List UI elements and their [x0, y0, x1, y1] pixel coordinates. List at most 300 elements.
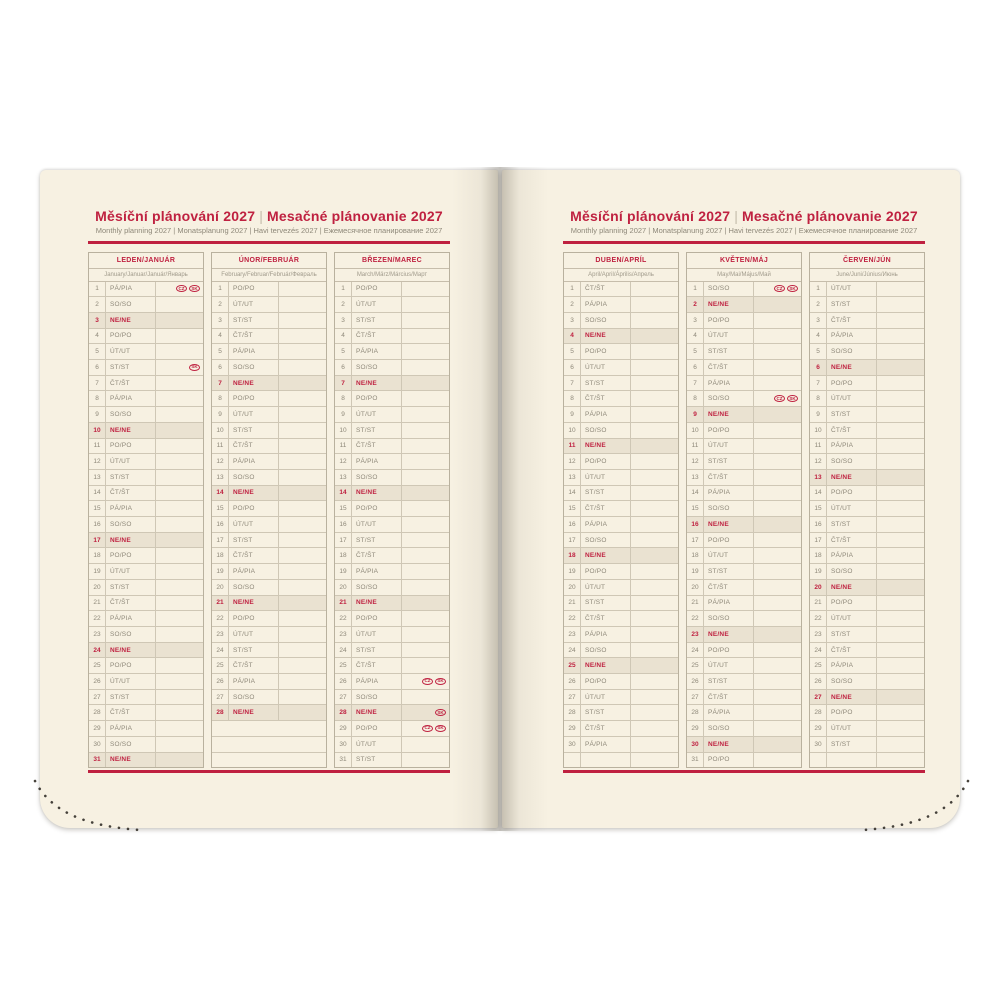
month-languages: February/Februar/Február/Февраль — [212, 269, 326, 282]
day-number: 1 — [212, 282, 229, 297]
day-number: 19 — [89, 564, 106, 579]
day-abbr: PO/PO — [106, 658, 156, 673]
day-number: 16 — [212, 517, 229, 532]
day-number: 30 — [335, 737, 352, 752]
notes-cell — [279, 643, 326, 658]
day-number: 19 — [212, 564, 229, 579]
day-number: 4 — [212, 329, 229, 344]
calendar-row — [687, 360, 801, 376]
notes-cell — [402, 501, 449, 516]
day-abbr: PÁ/PIA — [106, 391, 156, 406]
day-number: 7 — [687, 376, 704, 391]
calendar-row — [687, 658, 801, 674]
day-number: 8 — [810, 391, 827, 406]
day-abbr: PO/PO — [581, 344, 631, 359]
calendar-row — [564, 690, 678, 706]
month-languages: January/Januar/Január/Январь — [89, 269, 203, 282]
month-column — [211, 252, 327, 769]
notes-cell — [402, 737, 449, 752]
day-abbr: ČT/ŠT — [704, 690, 754, 705]
day-number: 17 — [564, 533, 581, 548]
day-abbr: PÁ/PIA — [106, 501, 156, 516]
notes-cell — [279, 690, 326, 705]
day-number: 9 — [335, 407, 352, 422]
day-abbr: NE/NE — [704, 407, 754, 422]
calendar-row — [89, 360, 203, 376]
day-number: 23 — [564, 627, 581, 642]
calendar-row — [687, 501, 801, 517]
calendar-row — [212, 690, 326, 706]
day-number: 7 — [810, 376, 827, 391]
day-abbr: PO/PO — [352, 721, 402, 736]
calendar-row — [335, 439, 449, 455]
empty-day-cell — [827, 753, 877, 768]
notes-cell — [754, 705, 801, 720]
day-number: 15 — [335, 501, 352, 516]
day-abbr: ÚT/UT — [352, 407, 402, 422]
day-number: 15 — [810, 501, 827, 516]
notes-cell — [156, 360, 203, 375]
day-number: 5 — [212, 344, 229, 359]
day-abbr: ÚT/UT — [827, 501, 877, 516]
day-number: 21 — [335, 596, 352, 611]
notes-cell — [754, 737, 801, 752]
notes-cell — [754, 360, 801, 375]
calendar-row — [810, 360, 924, 376]
notes-cell — [754, 313, 801, 328]
day-abbr: ST/ST — [704, 564, 754, 579]
day-abbr: PO/PO — [704, 533, 754, 548]
day-number: 6 — [212, 360, 229, 375]
calendar-row — [810, 674, 924, 690]
notes-cell — [631, 721, 678, 736]
day-number: 21 — [564, 596, 581, 611]
day-number: 25 — [564, 658, 581, 673]
notes-cell — [631, 580, 678, 595]
empty-row — [810, 753, 924, 768]
notes-cell — [877, 596, 924, 611]
day-number: 10 — [89, 423, 106, 438]
day-abbr: ČT/ŠT — [229, 439, 279, 454]
month-column — [334, 252, 450, 769]
notes-cell — [156, 596, 203, 611]
calendar-row — [89, 705, 203, 721]
calendar-row — [335, 690, 449, 706]
title-divider: | — [259, 208, 264, 224]
notes-cell — [279, 674, 326, 689]
notes-cell — [402, 705, 449, 720]
day-abbr: ÚT/UT — [581, 360, 631, 375]
notes-cell — [402, 423, 449, 438]
calendar-row — [564, 376, 678, 392]
day-abbr: SO/SO — [352, 580, 402, 595]
notes-cell — [631, 454, 678, 469]
months-right-group — [563, 252, 925, 769]
notes-cell — [877, 423, 924, 438]
day-abbr: ST/ST — [352, 313, 402, 328]
notes-cell — [156, 658, 203, 673]
calendar-row — [335, 282, 449, 298]
calendar-row — [335, 407, 449, 423]
day-number: 1 — [810, 282, 827, 297]
day-number: 5 — [564, 344, 581, 359]
day-abbr: SO/SO — [352, 360, 402, 375]
holiday-sk-icon: SK — [787, 285, 798, 292]
calendar-row — [687, 721, 801, 737]
notes-cell — [156, 580, 203, 595]
day-number: 12 — [89, 454, 106, 469]
notes-cell — [631, 611, 678, 626]
day-abbr: NE/NE — [581, 439, 631, 454]
calendar-row — [89, 674, 203, 690]
notes-cell — [754, 423, 801, 438]
day-abbr: ÚT/UT — [106, 674, 156, 689]
calendar-row — [89, 407, 203, 423]
calendar-row — [89, 501, 203, 517]
notes-cell — [877, 439, 924, 454]
notes-cell — [877, 517, 924, 532]
day-number: 11 — [564, 439, 581, 454]
calendar-row — [810, 313, 924, 329]
notes-cell — [279, 454, 326, 469]
day-abbr: PÁ/PIA — [827, 548, 877, 563]
day-number: 3 — [810, 313, 827, 328]
day-number: 4 — [564, 329, 581, 344]
calendar-row — [687, 643, 801, 659]
day-number: 21 — [89, 596, 106, 611]
calendar-row — [687, 596, 801, 612]
notes-cell — [279, 548, 326, 563]
day-abbr: ST/ST — [229, 423, 279, 438]
notes-cell — [156, 439, 203, 454]
calendar-row — [810, 486, 924, 502]
day-number: 10 — [212, 423, 229, 438]
day-number: 17 — [212, 533, 229, 548]
holiday-sk-icon: SK — [189, 285, 200, 292]
day-abbr: ČT/ŠT — [352, 658, 402, 673]
notes-cell — [877, 580, 924, 595]
empty-notes-cell — [877, 753, 924, 768]
day-number: 30 — [564, 737, 581, 752]
calendar-row — [810, 596, 924, 612]
calendar-row — [564, 344, 678, 360]
calendar-row — [89, 658, 203, 674]
day-number: 27 — [810, 690, 827, 705]
calendar-row — [212, 486, 326, 502]
day-abbr: ÚT/UT — [106, 344, 156, 359]
day-abbr: ST/ST — [581, 596, 631, 611]
day-abbr: NE/NE — [106, 423, 156, 438]
notes-cell — [877, 454, 924, 469]
day-abbr: SO/SO — [106, 517, 156, 532]
notes-cell — [877, 376, 924, 391]
notes-cell — [156, 690, 203, 705]
day-number: 24 — [335, 643, 352, 658]
day-abbr: PO/PO — [704, 423, 754, 438]
day-number: 18 — [564, 548, 581, 563]
day-abbr: ÚT/UT — [352, 737, 402, 752]
calendar-row — [89, 721, 203, 737]
holiday-sk-icon: SK — [189, 364, 200, 371]
calendar-row — [335, 391, 449, 407]
day-number: 2 — [89, 297, 106, 312]
day-abbr: SO/SO — [704, 611, 754, 626]
notes-cell — [402, 627, 449, 642]
day-number: 16 — [335, 517, 352, 532]
day-number: 22 — [564, 611, 581, 626]
day-abbr: NE/NE — [106, 753, 156, 768]
notes-cell — [156, 486, 203, 501]
notes-cell — [402, 533, 449, 548]
day-number: 28 — [687, 705, 704, 720]
day-number: 15 — [564, 501, 581, 516]
notes-cell — [631, 344, 678, 359]
calendar-row — [335, 297, 449, 313]
day-number: 23 — [89, 627, 106, 642]
notes-cell — [402, 329, 449, 344]
notes-cell — [877, 501, 924, 516]
calendar-row — [89, 454, 203, 470]
day-number: 17 — [89, 533, 106, 548]
day-number: 21 — [687, 596, 704, 611]
calendar-row — [810, 721, 924, 737]
notes-cell — [402, 470, 449, 485]
holiday-sk-icon: SK — [435, 725, 446, 732]
calendar-row — [335, 517, 449, 533]
day-number: 19 — [564, 564, 581, 579]
day-abbr: ÚT/UT — [827, 721, 877, 736]
day-number: 13 — [335, 470, 352, 485]
notes-cell — [631, 643, 678, 658]
day-abbr: ÚT/UT — [704, 548, 754, 563]
calendar-row — [212, 548, 326, 564]
day-number: 26 — [810, 674, 827, 689]
notes-cell — [156, 282, 203, 297]
notes-cell — [631, 533, 678, 548]
calendar-row — [687, 564, 801, 580]
day-abbr: NE/NE — [352, 705, 402, 720]
notes-cell — [279, 486, 326, 501]
day-number: 10 — [810, 423, 827, 438]
notes-cell — [631, 313, 678, 328]
day-abbr: NE/NE — [827, 690, 877, 705]
calendar-row — [335, 548, 449, 564]
notes-cell — [631, 564, 678, 579]
day-number: 14 — [564, 486, 581, 501]
month-languages: March/März/Március/Март — [335, 269, 449, 282]
notes-cell — [754, 721, 801, 736]
day-abbr: NE/NE — [581, 329, 631, 344]
day-number: 6 — [687, 360, 704, 375]
day-abbr: NE/NE — [581, 658, 631, 673]
day-abbr: SO/SO — [581, 313, 631, 328]
notes-cell — [279, 344, 326, 359]
notes-cell — [402, 658, 449, 673]
day-abbr: ST/ST — [581, 486, 631, 501]
day-abbr: SO/SO — [581, 533, 631, 548]
calendar-row — [810, 376, 924, 392]
day-number: 22 — [687, 611, 704, 626]
day-number: 14 — [335, 486, 352, 501]
empty-day-cell — [581, 753, 631, 768]
planner-right-page — [502, 170, 960, 828]
calendar-row — [89, 643, 203, 659]
calendar-row — [335, 454, 449, 470]
day-abbr: ČT/ŠT — [352, 548, 402, 563]
calendar-row — [89, 627, 203, 643]
day-abbr: ST/ST — [106, 690, 156, 705]
day-abbr: PÁ/PIA — [352, 674, 402, 689]
notes-cell — [631, 439, 678, 454]
calendar-row — [212, 705, 326, 721]
calendar-row — [212, 627, 326, 643]
day-number: 2 — [687, 297, 704, 312]
day-abbr: ST/ST — [352, 423, 402, 438]
left-page-content — [40, 170, 498, 773]
day-abbr: ST/ST — [352, 643, 402, 658]
day-abbr: ÚT/UT — [704, 329, 754, 344]
notes-cell — [877, 313, 924, 328]
calendar-row — [212, 643, 326, 659]
calendar-row — [335, 533, 449, 549]
month-header: BŘEZEN/MAREC — [335, 253, 449, 269]
notes-cell — [156, 611, 203, 626]
calendar-row — [687, 439, 801, 455]
day-abbr: ST/ST — [229, 313, 279, 328]
day-abbr: ST/ST — [827, 627, 877, 642]
day-number: 9 — [212, 407, 229, 422]
day-number: 25 — [335, 658, 352, 673]
calendar-row — [89, 517, 203, 533]
notes-cell — [754, 548, 801, 563]
day-number: 5 — [810, 344, 827, 359]
holiday-sk-icon: SK — [787, 395, 798, 402]
month-languages: May/Mai/Május/Май — [687, 269, 801, 282]
calendar-row — [89, 297, 203, 313]
notes-cell — [631, 329, 678, 344]
calendar-row — [335, 376, 449, 392]
calendar-row — [212, 596, 326, 612]
calendar-row — [335, 580, 449, 596]
day-abbr: PO/PO — [352, 611, 402, 626]
day-number: 11 — [687, 439, 704, 454]
notes-cell — [402, 721, 449, 736]
month-languages: April/April/Április/Апрель — [564, 269, 678, 282]
notes-cell — [754, 470, 801, 485]
day-abbr: SO/SO — [106, 737, 156, 752]
day-abbr: PO/PO — [229, 501, 279, 516]
bottom-rule — [88, 770, 450, 773]
day-number: 15 — [89, 501, 106, 516]
day-abbr: ÚT/UT — [581, 470, 631, 485]
notes-cell — [754, 658, 801, 673]
top-rule — [88, 241, 450, 244]
day-number: 4 — [89, 329, 106, 344]
calendar-row — [212, 313, 326, 329]
notes-cell — [877, 486, 924, 501]
calendar-row — [335, 564, 449, 580]
calendar-row — [335, 643, 449, 659]
calendar-row — [89, 564, 203, 580]
bottom-rule — [563, 770, 925, 773]
day-number: 26 — [89, 674, 106, 689]
notes-cell — [754, 674, 801, 689]
day-abbr: ST/ST — [229, 533, 279, 548]
day-abbr: ČT/ŠT — [229, 329, 279, 344]
day-number: 31 — [687, 753, 704, 768]
day-number: 27 — [335, 690, 352, 705]
notes-cell — [156, 517, 203, 532]
notes-cell — [279, 470, 326, 485]
day-number: 25 — [89, 658, 106, 673]
day-abbr: ÚT/UT — [229, 627, 279, 642]
notes-cell — [877, 282, 924, 297]
day-abbr: PO/PO — [229, 611, 279, 626]
calendar-row — [687, 423, 801, 439]
day-number: 4 — [810, 329, 827, 344]
calendar-row — [687, 580, 801, 596]
calendar-row — [335, 329, 449, 345]
notes-cell — [631, 517, 678, 532]
month-languages: June/Juni/Június/Июнь — [810, 269, 924, 282]
notes-cell — [156, 737, 203, 752]
calendar-row — [335, 753, 449, 768]
day-abbr: NE/NE — [827, 580, 877, 595]
notes-cell — [402, 643, 449, 658]
notes-cell — [279, 423, 326, 438]
notes-cell — [631, 674, 678, 689]
calendar-row — [687, 627, 801, 643]
calendar-row — [687, 548, 801, 564]
day-number: 6 — [810, 360, 827, 375]
notes-cell — [402, 376, 449, 391]
day-abbr: PÁ/PIA — [229, 454, 279, 469]
calendar-row — [810, 564, 924, 580]
day-abbr: NE/NE — [106, 533, 156, 548]
calendar-row — [335, 313, 449, 329]
day-number: 13 — [89, 470, 106, 485]
day-number: 25 — [687, 658, 704, 673]
notes-cell — [402, 596, 449, 611]
day-number: 2 — [212, 297, 229, 312]
notes-cell — [156, 501, 203, 516]
notes-cell — [754, 297, 801, 312]
day-number: 2 — [564, 297, 581, 312]
day-abbr: ST/ST — [581, 705, 631, 720]
day-abbr: ÚT/UT — [352, 517, 402, 532]
calendar-row — [212, 674, 326, 690]
notes-cell — [754, 596, 801, 611]
day-abbr: ÚT/UT — [704, 439, 754, 454]
day-number: 29 — [564, 721, 581, 736]
day-abbr: ÚT/UT — [106, 564, 156, 579]
calendar-row — [89, 737, 203, 753]
calendar-row — [810, 407, 924, 423]
day-abbr: ČT/ŠT — [352, 439, 402, 454]
day-number: 14 — [89, 486, 106, 501]
empty-notes-cell — [631, 753, 678, 768]
day-abbr: PO/PO — [827, 376, 877, 391]
calendar-row — [335, 596, 449, 612]
day-abbr: PO/PO — [106, 548, 156, 563]
day-number: 29 — [810, 721, 827, 736]
day-abbr: NE/NE — [106, 313, 156, 328]
day-abbr: ČT/ŠT — [229, 658, 279, 673]
day-number: 4 — [335, 329, 352, 344]
day-number: 24 — [564, 643, 581, 658]
calendar-row — [212, 376, 326, 392]
day-number: 29 — [687, 721, 704, 736]
